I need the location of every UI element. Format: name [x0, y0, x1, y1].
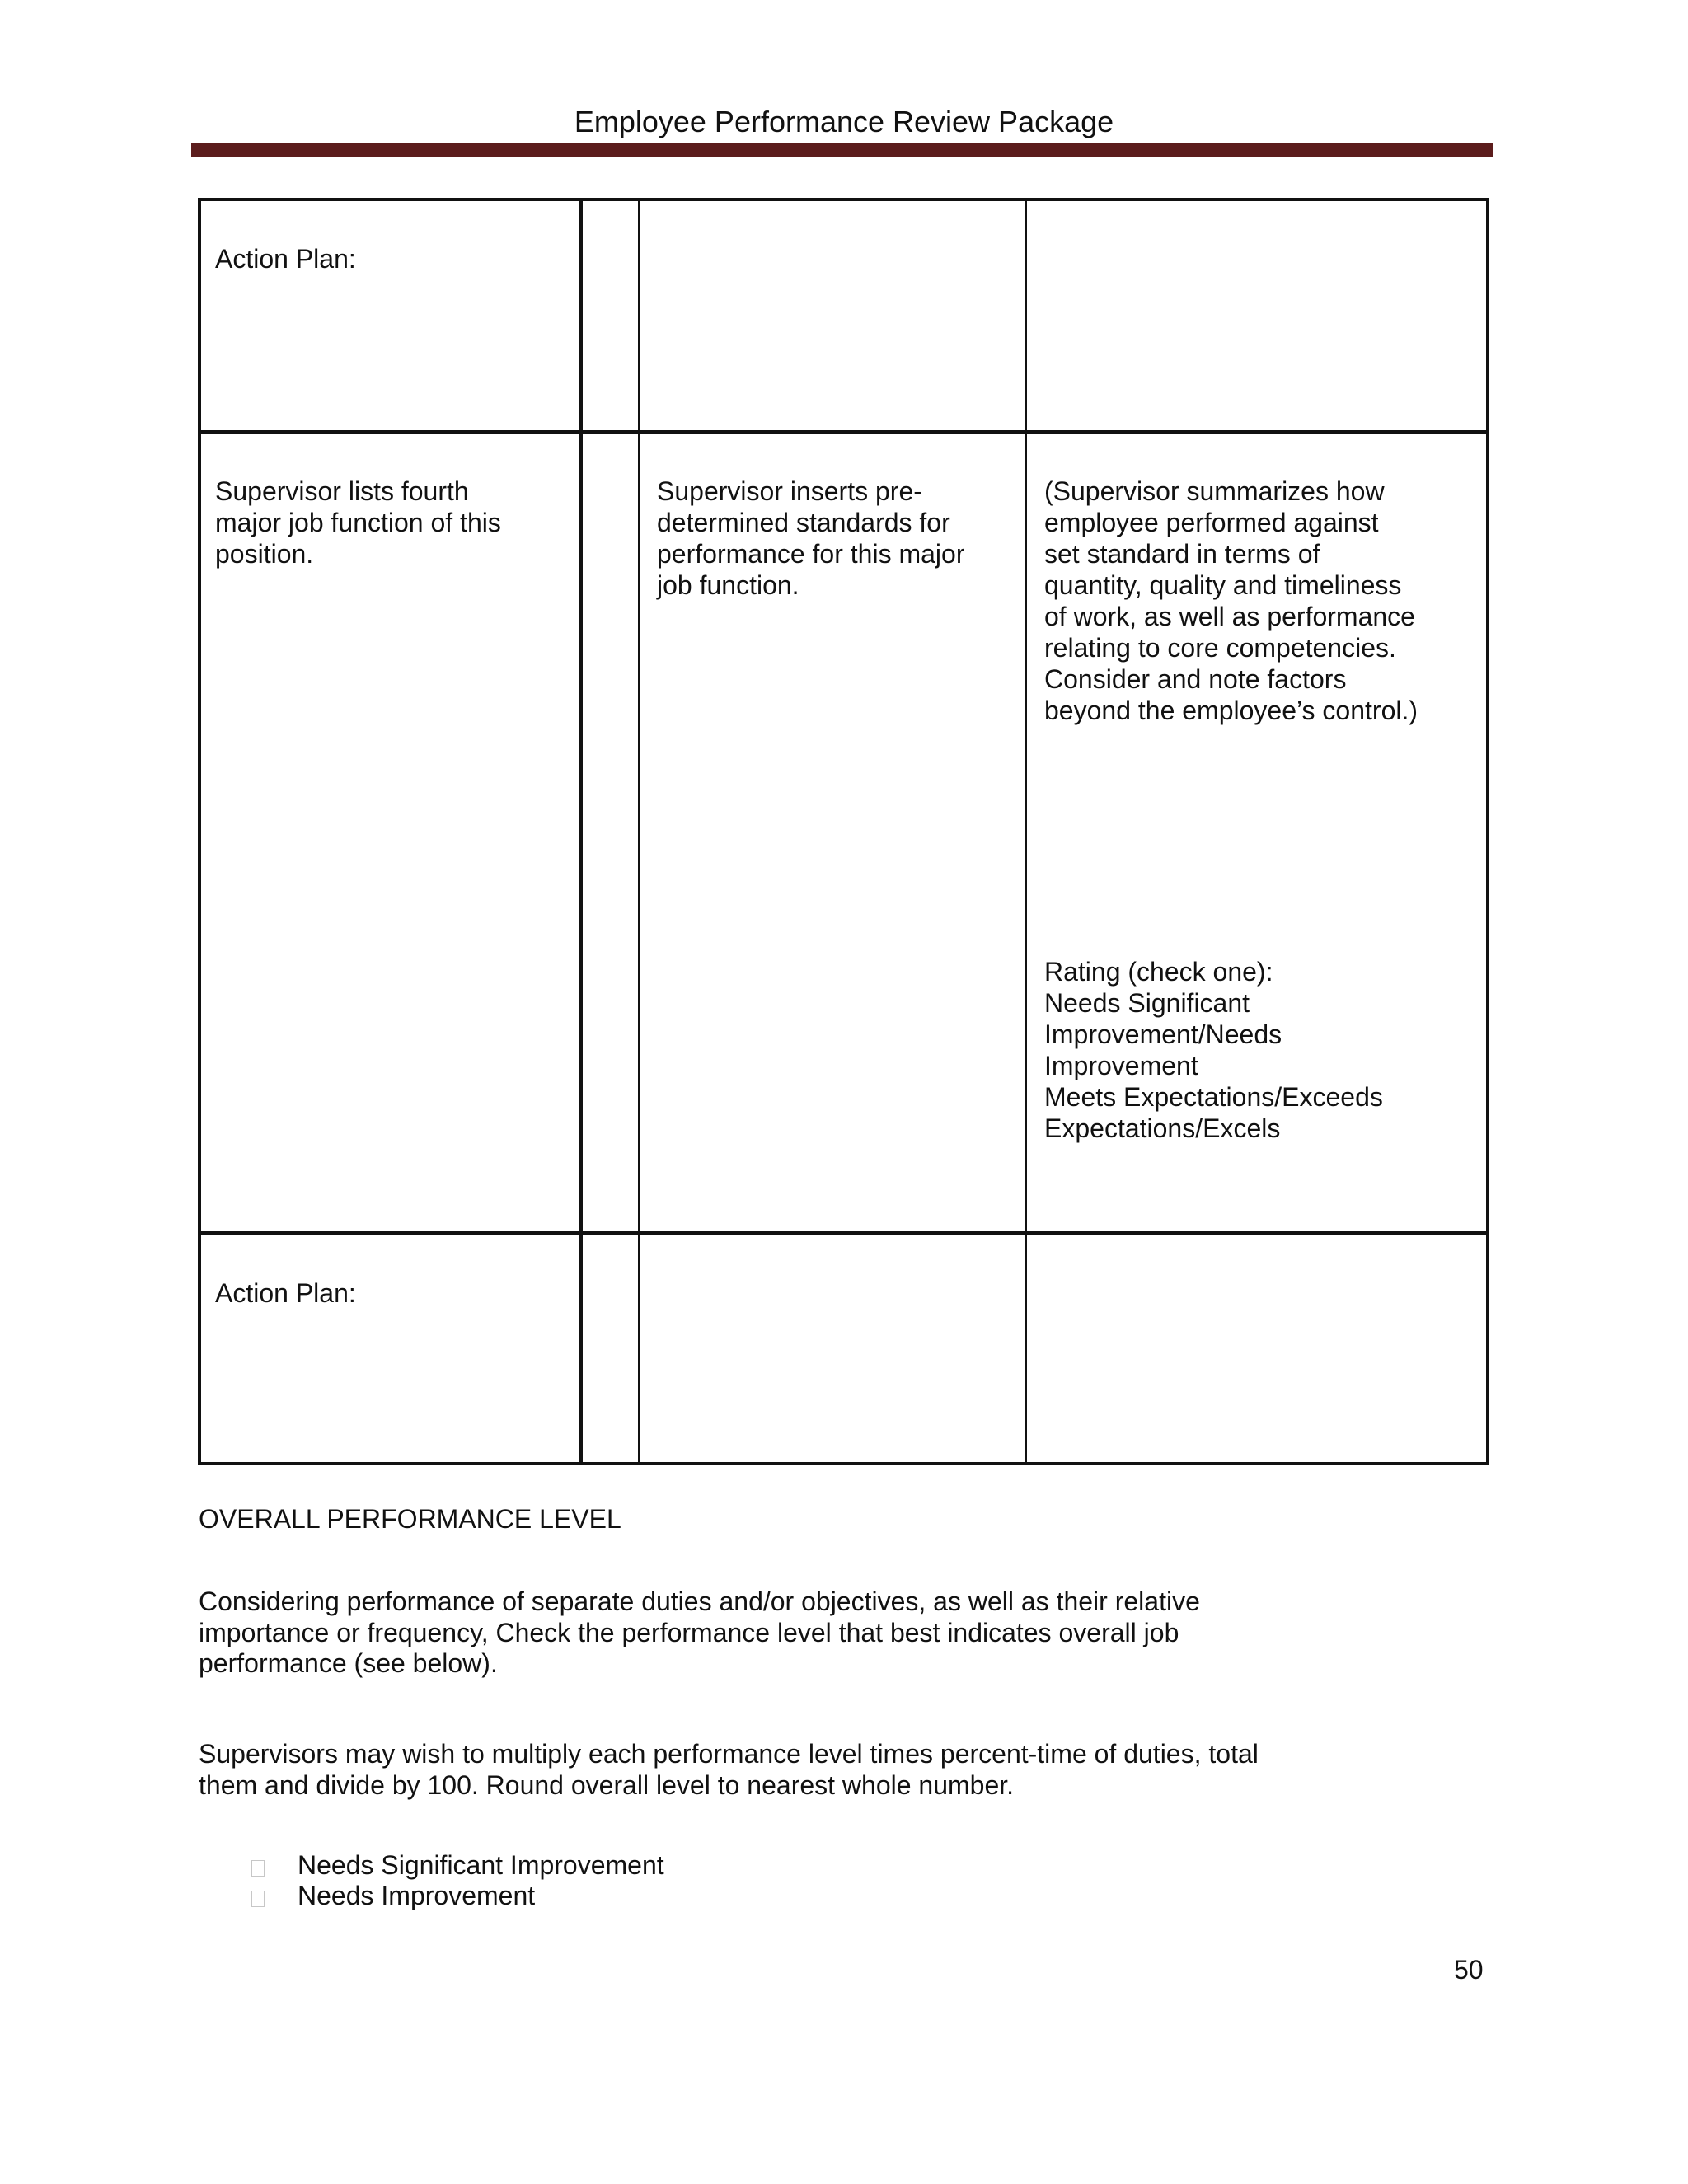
calculation-instructions-paragraph: Supervisors may wish to multiply each performance level times percent-time of duties, total them and divide by 100. Round overall level to nearest whole number. — [199, 1739, 1259, 1800]
overall-performance-heading: OVERALL PERFORMANCE LEVEL — [199, 1504, 621, 1534]
action-plan-label: Action Plan: — [215, 244, 356, 274]
standards-cell: Supervisor inserts pre- determined standards for performance for this major job function. — [657, 476, 965, 600]
checkbox[interactable] — [251, 1891, 265, 1907]
header-rule — [191, 143, 1493, 157]
overall-instructions-paragraph: Considering performance of separate duties and/or objectives, as well as their relative importance or frequency, Check the performance level that best indicates overall job performance (see below). — [199, 1586, 1200, 1678]
table-row — [201, 198, 1486, 430]
table-row — [201, 430, 1486, 1231]
table-row — [201, 1231, 1486, 1465]
summary-cell: (Supervisor summarizes how employee performed against set standard in terms of quantity, quality and timeliness of work, as well as performance relating to core competencies. Consider and note factors beyond the employee’s control.) — [1044, 476, 1418, 725]
option-label: Needs Improvement — [298, 1881, 536, 1910]
job-function-cell: Supervisor lists fourth major job function of this position. — [215, 476, 501, 569]
page-number: 50 — [1454, 1955, 1484, 1985]
rating-text: Rating (check one): Needs Significant Improvement/Needs Improvement Meets Expectations/Exceeds Expectations/Excels — [1044, 957, 1383, 1143]
page-header-title: Employee Performance Review Package — [574, 105, 1114, 138]
job-function-table — [198, 198, 1489, 1465]
option-label: Needs Significant Improvement — [298, 1850, 664, 1880]
action-plan-label: Action Plan: — [215, 1278, 356, 1308]
checkbox[interactable] — [251, 1860, 265, 1877]
